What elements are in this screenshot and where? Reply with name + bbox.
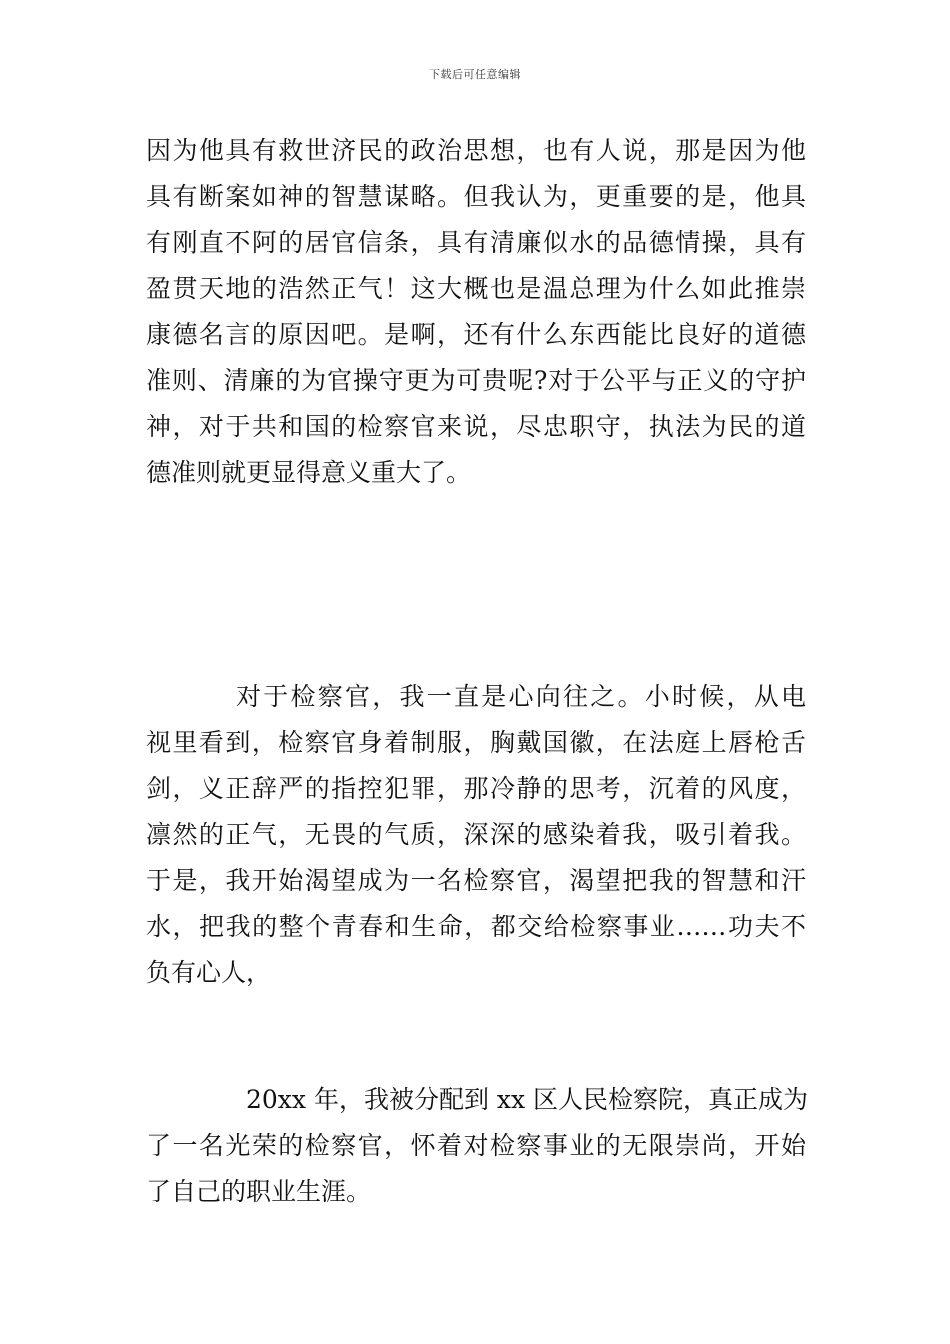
paragraph-3	[146, 1077, 809, 1215]
text-line: 盈贯天地的浩然正气！这大概也是温总理为什么如此推崇	[146, 274, 806, 303]
text-line: 准则、清廉的为官操守更为可贵呢?对于公平与正义的守护	[146, 366, 806, 395]
text-line: 凛然的正气，无畏的气质，深深的感染着我，吸引着我。	[146, 820, 806, 849]
text-line: 康德名言的原因吧。是啊，还有什么东西能比良好的道德	[146, 320, 806, 349]
page-header-note: 下载后可任意编辑	[429, 68, 521, 81]
text-line: 负有心人，	[146, 958, 272, 987]
text-line: 于是，我开始渴望成为一名检察官，渴望把我的智慧和汗	[146, 866, 806, 895]
paragraph-1	[146, 128, 806, 496]
text-line: 水，把我的整个青春和生命，都交给检察事业……功夫不	[146, 912, 806, 941]
text-line: 有刚直不阿的居官信条，具有清廉似水的品德情操，具有	[146, 228, 806, 257]
paragraph-2	[146, 674, 806, 996]
text-line: 了自己的职业生涯。	[146, 1177, 372, 1206]
text-line: 神，对于共和国的检察官来说，尽忠职守，执法为民的道	[146, 412, 806, 441]
text-line: 20xx 年，我被分配到 xx 区人民检察院，真正成为	[246, 1085, 809, 1114]
text-line: 对于检察官，我一直是心向往之。小时候，从电	[236, 682, 806, 711]
text-line: 因为他具有救世济民的政治思想，也有人说，那是因为他	[146, 136, 806, 165]
text-line: 剑，义正辞严的指控犯罪，那冷静的思考，沉着的风度，	[146, 774, 806, 803]
text-line: 了一名光荣的检察官，怀着对检察事业的无限崇尚，开始	[146, 1131, 806, 1160]
text-line: 具有断案如神的智慧谋略。但我认为，更重要的是，他具	[146, 182, 806, 211]
text-line: 德准则就更显得意义重大了。	[146, 458, 472, 487]
text-line: 视里看到，检察官身着制服，胸戴国徽，在法庭上唇枪舌	[146, 728, 806, 757]
